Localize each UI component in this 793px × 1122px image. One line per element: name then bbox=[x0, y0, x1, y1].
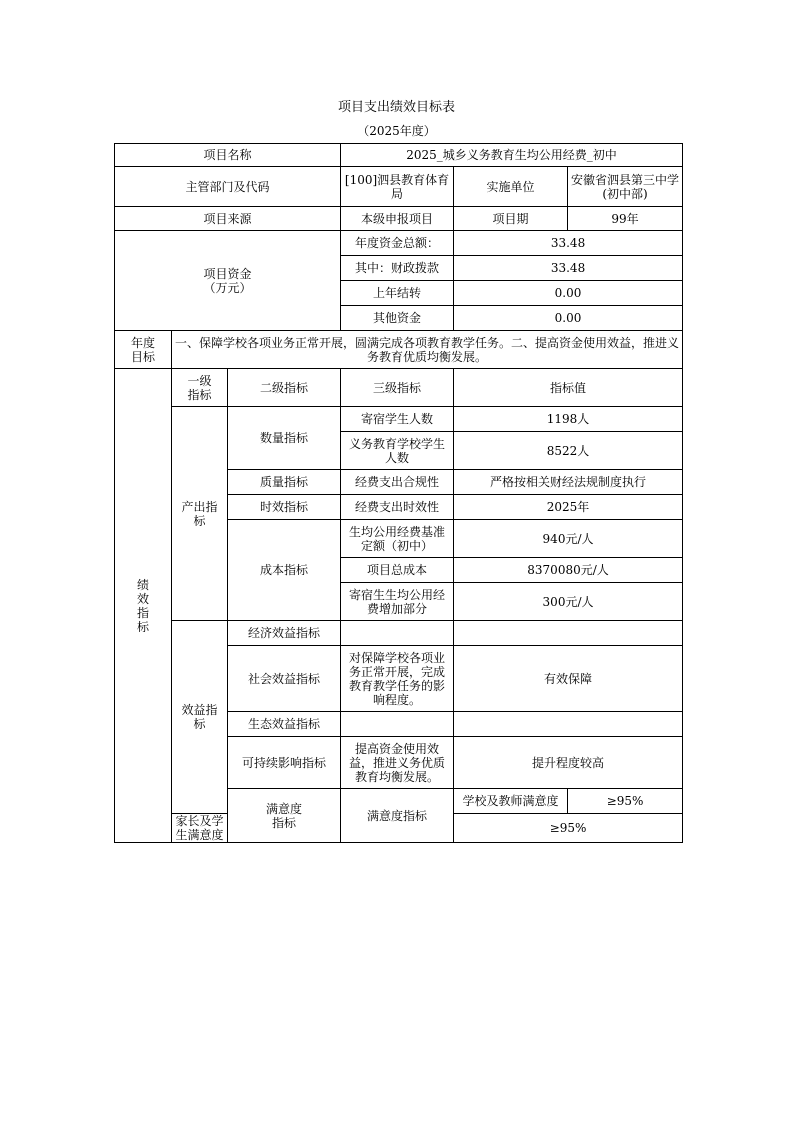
impl-unit-label: 实施单位 bbox=[454, 167, 568, 207]
ecological-indicator-label: 生态效益指标 bbox=[228, 712, 341, 737]
indicator-value bbox=[454, 712, 683, 737]
indicator-value: 2025年 bbox=[454, 495, 683, 520]
project-name-label: 项目名称 bbox=[115, 144, 341, 167]
project-name-value: 2025_城乡义务教育生均公用经费_初中 bbox=[341, 144, 683, 167]
indicator-name: 义务教育学校学生人数 bbox=[341, 432, 454, 470]
quality-indicator-label: 质量指标 bbox=[228, 470, 341, 495]
source-label: 项目来源 bbox=[115, 207, 341, 231]
funds-other-value: 0.00 bbox=[454, 306, 683, 331]
social-indicator-label: 社会效益指标 bbox=[228, 646, 341, 712]
indicator-name: 对保障学校各项业务正常开展，完成教育教学任务的影响程度。 bbox=[341, 646, 454, 712]
impl-unit-value: 安徽省泗县第三中学(初中部) bbox=[568, 167, 683, 207]
indicator-value: 提升程度较高 bbox=[454, 737, 683, 789]
perf-header-row bbox=[115, 369, 683, 407]
header-level1: 一级 指标 bbox=[172, 369, 228, 407]
perf-label: 绩 效 指 标 bbox=[115, 369, 172, 843]
indicator-value: 8370080元/人 bbox=[454, 558, 683, 583]
indicator-name bbox=[341, 712, 454, 737]
indicator-name: 经费支出合规性 bbox=[341, 470, 454, 495]
sustainable-indicator-label: 可持续影响指标 bbox=[228, 737, 341, 789]
funds-total-value: 33.48 bbox=[454, 231, 683, 256]
funds-other-label: 其他资金 bbox=[341, 306, 454, 331]
indicator-name: 生均公用经费基准定额（初中） bbox=[341, 520, 454, 558]
satisfaction-category-label: 满意度 指标 bbox=[228, 789, 341, 843]
indicator-name: 项目总成本 bbox=[341, 558, 454, 583]
funds-row bbox=[115, 231, 683, 256]
indicator-name: 经费支出时效性 bbox=[341, 495, 454, 520]
economic-indicator-label: 经济效益指标 bbox=[228, 621, 341, 646]
dept-row bbox=[115, 167, 683, 207]
indicator-name: 寄宿学生人数 bbox=[341, 407, 454, 432]
performance-table bbox=[114, 143, 683, 843]
indicator-value: 有效保障 bbox=[454, 646, 683, 712]
funds-label: 项目资金 （万元） bbox=[115, 231, 341, 331]
funds-fiscal-label: 其中：财政拨款 bbox=[341, 256, 454, 281]
period-value: 99年 bbox=[568, 207, 683, 231]
indicator-value: 940元/人 bbox=[454, 520, 683, 558]
source-value: 本级申报项目 bbox=[341, 207, 454, 231]
header-value: 指标值 bbox=[454, 369, 683, 407]
output-indicator-label: 产出指 标 bbox=[172, 407, 228, 621]
table-row bbox=[115, 621, 683, 646]
funds-fiscal-value: 33.48 bbox=[454, 256, 683, 281]
goal-text: 一、保障学校各项业务正常开展，圆满完成各项教育教学任务。二、提高资金使用效益，推进义务教育优质均衡发展。 bbox=[172, 331, 683, 369]
indicator-name: 家长及学生满意度 bbox=[172, 814, 228, 843]
quantity-indicator-label: 数量指标 bbox=[228, 407, 341, 470]
cost-indicator-label: 成本指标 bbox=[228, 520, 341, 621]
indicator-value: 严格按相关财经法规制度执行 bbox=[454, 470, 683, 495]
table-row bbox=[115, 407, 683, 432]
project-name-row bbox=[115, 144, 683, 167]
indicator-value: 300元/人 bbox=[454, 583, 683, 621]
goal-row bbox=[115, 331, 683, 369]
header-level2: 二级指标 bbox=[228, 369, 341, 407]
indicator-value bbox=[454, 621, 683, 646]
satisfaction-indicator-label: 满意度指标 bbox=[341, 789, 454, 843]
indicator-name bbox=[341, 621, 454, 646]
page-title: 项目支出绩效目标表 bbox=[337, 100, 455, 115]
dept-label: 主管部门及代码 bbox=[115, 167, 341, 207]
fiscal-year: （2025年度） bbox=[357, 124, 436, 138]
indicator-value: 8522人 bbox=[454, 432, 683, 470]
funds-total-label: 年度资金总额： bbox=[341, 231, 454, 256]
indicator-name: 学校及教师满意度 bbox=[454, 789, 568, 814]
funds-carryover-value: 0.00 bbox=[454, 281, 683, 306]
source-row bbox=[115, 207, 683, 231]
period-label: 项目期 bbox=[454, 207, 568, 231]
indicator-value: ≥95% bbox=[568, 789, 683, 814]
indicator-value: ≥95% bbox=[454, 814, 683, 843]
dept-value: [100]泗县教育体育局 bbox=[341, 167, 454, 207]
indicator-value: 1198人 bbox=[454, 407, 683, 432]
indicator-name: 提高资金使用效益，推进义务优质教育均衡发展。 bbox=[341, 737, 454, 789]
timeliness-indicator-label: 时效指标 bbox=[228, 495, 341, 520]
goal-label: 年度 目标 bbox=[115, 331, 172, 369]
benefit-indicator-label: 效益指 标 bbox=[172, 621, 228, 814]
funds-carryover-label: 上年结转 bbox=[341, 281, 454, 306]
header-level3: 三级指标 bbox=[341, 369, 454, 407]
indicator-name: 寄宿生生均公用经费增加部分 bbox=[341, 583, 454, 621]
